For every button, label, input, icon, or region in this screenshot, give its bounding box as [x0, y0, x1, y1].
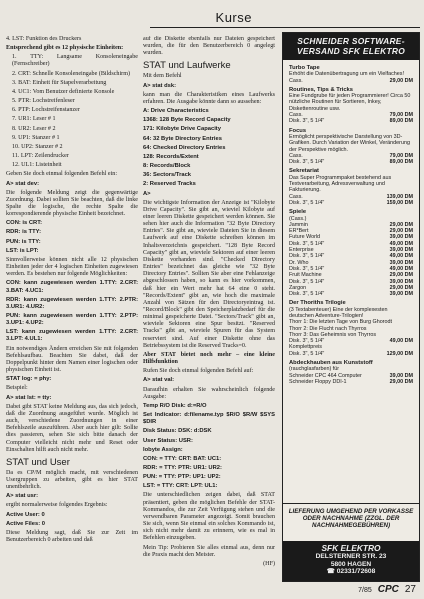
price-row — [289, 291, 413, 297]
code-line: 171: Kilobyte Drive Capacity — [143, 126, 221, 133]
article-column-middle — [143, 36, 275, 584]
advertisement-box — [282, 32, 420, 582]
ad-delivery-note: LIEFERUNG UMGEHEND PER VORKASSE ODER NACHNAHME (ZZGL. DER NACHNAHMEGEBÜHREN) — [283, 503, 419, 534]
code-line: Active User: 0 — [6, 511, 45, 518]
code-line: RDR: = TTY: PTR: UR1: UR2: — [143, 464, 222, 471]
code-line: 2: Reserved Tracks — [143, 181, 196, 188]
product-title: Focus — [289, 127, 307, 134]
ad-company-name: SFK ELEKTRO — [321, 543, 381, 553]
price-value: 29,00 DM — [389, 272, 413, 279]
price-format: Schneider Floppy DDI-1 — [289, 378, 347, 385]
price-format: Komplettpreis — [289, 344, 322, 351]
price-value: 39,00 DM — [389, 291, 413, 298]
code-line: 64: Checked Directory Entries — [143, 144, 226, 151]
ad-footer — [283, 503, 419, 581]
paragraph: Rufen Sie doch einmal folgenden Befehl auf: — [143, 368, 254, 375]
price-format: Disk. 3", 5 1/4" — [289, 278, 325, 285]
price-value: 89,00 DM — [389, 118, 413, 125]
price-format: Disk. 3", 5 1/4" — [289, 338, 325, 345]
code-line: 8: Records/Block — [143, 163, 191, 170]
paragraph: auf die Diskette ebenfalls nur Dateien gespeichert wurden, die für den Benutzerbereich 0 angelegt wurden. — [143, 36, 275, 57]
price-format: Cass. — [289, 112, 303, 119]
product-title: Sekretariat — [289, 168, 319, 175]
price-value: 49,00 DM — [389, 265, 413, 272]
price-value: 29,00 DM — [389, 228, 413, 235]
page-footer — [358, 584, 416, 595]
price-format: Schneider CPC 464 Computer — [289, 372, 362, 379]
price-value: 29,00 DM — [389, 77, 413, 84]
paragraph: ergibt normalerweise folgendes Ergebnis: — [6, 502, 108, 509]
paragraph: Mit dem Befehl — [143, 73, 182, 80]
header-rule — [150, 27, 420, 28]
list-item: 3. BAT: Einheit für Stapelverarbeitung — [12, 79, 107, 86]
author-credit: (HF) — [263, 560, 275, 567]
price-format: Thorr 3: Das Geheimnis von Thyrros — [289, 331, 377, 338]
paragraph: Dabei gibt STAT keine Meldung aus, das sich jedoch, daß die Zuordnung ausgeführt wurde. Möglich ist auch, verschiedene Zuordnungen in einer Befehlszeile auszuführen. Aber auch hier gilt: Sollte dies passieren, sehen Sie sich bitte danach der Computer vielleicht nicht mehr und Reset oder Einschalten hilft auch nicht mehr. — [6, 403, 138, 453]
price-format: Disk. 3", 5 1/4" — [289, 199, 325, 206]
price-format: Fruit Machine — [289, 272, 322, 279]
ad-city: 5800 HAGEN — [330, 560, 372, 568]
price-row — [289, 351, 413, 357]
code-line: A> stat val: — [143, 377, 175, 384]
code-line: A> stat dsk: — [143, 82, 177, 89]
price-value: 49,00 DM — [389, 338, 413, 345]
price-format: Disk. 3", 5 1/4" — [289, 350, 325, 357]
bold-heading: Entsprechend gibt es 12 physische Einheiten: — [6, 45, 124, 52]
price-format: Cass. — [289, 77, 303, 84]
price-value: 29,00 DM — [389, 221, 413, 228]
paragraph: Sinnvollerweise können nicht alle 12 physischen Einheiten jeder der 4 logischen Einheiten zugewiesen werden. Es bestehen nur folgende Möglichkeiten: — [6, 256, 138, 278]
code-line: Disk Status: DSK: d:DSK — [143, 428, 212, 435]
code-line: RDR: is TTY: — [6, 229, 41, 236]
code-line: CON: kann zugewiesen werden 1.TTY: 2.CRT: 3.BAT: 4.UC1: — [6, 280, 138, 294]
code-line: 128: Records/Extent — [143, 153, 199, 160]
price-format: Thorr 1: Die letzten Tage von Burg Ghorodt — [289, 319, 392, 326]
price-value: 79,00 DM — [389, 152, 413, 159]
price-row — [289, 118, 413, 124]
list-item: 2. CRT: Schnelle Konsoleneingabe (Bildschirm) — [12, 70, 130, 77]
product-title: Der Thoriths Trilogie — [289, 300, 346, 307]
ad-product-list — [283, 60, 419, 385]
list-item: 7. UR1: Leser # 1 — [12, 116, 56, 123]
price-value: 39,00 DM — [389, 247, 413, 254]
price-format: Cass. — [289, 193, 303, 200]
price-row — [289, 200, 413, 206]
price-format: Thorr 2: Die Flucht nach Thyrros — [289, 325, 367, 332]
product-description: Ermöglicht perspektivische Darstellung von 3D-Grafiken. Durch Variation der Winkel, Veränderung der Perspektive möglich. — [289, 133, 410, 153]
code-line: LST: kann zugewiesen werden 1.TTY: 2.CRT: 3.LPT: 4.UL1: — [6, 329, 138, 343]
price-value: 129,00 DM — [386, 350, 413, 357]
product-description: Eine Fundgrube für jeden Programmierer! Circa 50 nützliche Routinen für Sortieren, Inkey, Diskettenroutine usw. — [289, 93, 411, 112]
code-line: LST: = TTY: CRT: LPT: UL1: — [143, 483, 218, 490]
code-line: 1368: 128 Byte Record Capacity — [143, 117, 231, 124]
product-title: Routines, Tips & Tricks — [289, 86, 353, 93]
code-line: User Status: USR: — [143, 437, 193, 444]
price-format: Dr. Who — [289, 259, 309, 266]
article-column-left — [6, 36, 138, 584]
ad-phone: ☎ 02331/72608 — [326, 568, 376, 576]
price-format: ER*Bert — [289, 228, 309, 235]
price-format: Disk. 3", 5 1/4" — [289, 253, 325, 260]
product-description: Das Super Programmpaket bestehend aus Textverarbeitung, Adressverwaltung und Fakturierung. — [289, 174, 392, 194]
price-format: Disk. 3", 5 1/4" — [289, 159, 325, 166]
price-format: Zargon — [289, 284, 307, 291]
page-number: 27 — [404, 584, 416, 595]
code-line: Set Indicator: d:filename.typ $R/O $R/W $SYS $DIR — [143, 412, 275, 426]
list-item: 11. LPT: Zeilendrucker — [12, 153, 69, 160]
price-format: Disk. 3", 5 1/4" — [289, 265, 325, 272]
code-line: 36: Sectors/Track — [143, 172, 192, 179]
price-value: 29,00 DM — [389, 378, 413, 385]
code-line: Temp R/O Disk: d:=R/O — [143, 402, 207, 409]
price-value: 39,00 DM — [389, 234, 413, 241]
code-line: STAT log: = phy: — [6, 376, 52, 383]
paragraph: Mein Tip: Probieren Sie alles einmal aus, denn nur die Praxis macht den Meister. — [143, 544, 275, 558]
code-line: 64: 32 Byte Directory Entries — [143, 135, 222, 142]
list-item: 10. UP2: Stanzer # 2 — [12, 143, 63, 150]
price-value: 29,00 DM — [389, 284, 413, 291]
code-line: Iobyte Assign: — [143, 446, 183, 453]
paragraph: Diese Meldung sagt, daß Sie zur Zeit im Benutzerbereich 0 arbeiten und daß — [6, 529, 138, 544]
code-line: A: Drive Characteristics — [143, 108, 209, 115]
product-title: Spiele — [289, 209, 307, 216]
price-value: 79,00 DM — [389, 112, 413, 119]
magazine-name: CPC — [377, 584, 399, 595]
ad-address-block — [283, 541, 419, 581]
code-line: LST: is LPT: — [6, 247, 39, 254]
price-format: Enterprise — [289, 247, 314, 254]
paragraph: kann man die Charakteristiken eines Laufwerks erfahren. Die Ausgabe könnte dann so aussehen: — [143, 91, 275, 105]
list-item: 4. UC1: Vom Benutzer definierte Konsole — [12, 88, 115, 95]
paragraph: Ein notwendiges Ändern erreichen Sie mit folgenden Befehlsaufbau. Beachten Sie dabei, daß der Doppelpunkt hinter dem Namen einer logischen oder physischen Einheit ist. — [6, 345, 138, 374]
paragraph: Beispiel: — [6, 385, 28, 392]
bold-heading: Aber STAT bietet noch mehr – eine kleine Hilfsfunktion — [143, 351, 275, 366]
product-title: Turbo Tape — [289, 65, 320, 71]
code-line: PUN: is TTY: — [6, 238, 41, 245]
product-description: (Cass.) — [289, 215, 307, 222]
list-item: 6. PTP: Lochstreifenstanzer — [12, 107, 80, 114]
code-line: PUN: = TTY: PTP: UP1: UP2: — [143, 474, 221, 481]
ad-street: DELSTERNER STR. 23 — [315, 552, 387, 560]
price-value: 39,00 DM — [389, 372, 413, 379]
price-row — [289, 159, 413, 165]
issue-number: 7/85 — [358, 587, 372, 594]
price-format: Cass. — [289, 152, 303, 159]
price-value: 39,00 DM — [389, 278, 413, 285]
product-title: Abdeckhauben aus Kunststoff — [289, 360, 373, 367]
code-line: A> stat lst: = tty: — [6, 394, 52, 401]
list-item: 8. UR2: Leser # 2 — [12, 125, 56, 132]
price-format: Jammin — [289, 221, 308, 228]
list-item: 9. UP1: Stanzer # 1 — [12, 134, 60, 141]
price-value: 159,00 DM — [386, 199, 413, 206]
list-item: 1. TTY: Langsame Konsoleneingabe (Fernschreiber) — [12, 54, 138, 68]
code-line: CON: is CRT: — [6, 220, 43, 227]
paragraph: Die unterschiedlichen zeigen dabei, daß STAT präsentiert, geben die möglichen Befehle der STAT-Kommandos, die zur Zeit Verfügung stehen und die verwendbaren Parameter angezeigt. Somit brauchen Sie sich, wenn Sie einmal ein solches Kommando ist, sich nicht mehr damit zu erinnern, wie es mal in Befehlen einzugeben. — [143, 492, 275, 542]
code-line: Active Files: 0 — [6, 520, 45, 527]
code-line: A> stat usr: — [6, 493, 39, 500]
price-value: 49,00 DM — [389, 253, 413, 260]
code-line: CON: = TTY: CRT: BAT: UC1: — [143, 455, 222, 462]
price-row — [289, 379, 413, 385]
section-heading: STAT und User — [6, 456, 70, 468]
price-row — [289, 78, 413, 84]
price-value: 49,00 DM — [389, 240, 413, 247]
price-value: 89,00 DM — [389, 159, 413, 166]
list-item: 5. PTR: Lochstreifenleser — [12, 98, 75, 105]
product-description: Erhöht die Datenübertragung um ein Vielfaches! — [289, 71, 404, 78]
code-line: RDR: kann zugewiesen werden 1.TTY: 2.PTR: 3.UR1: 4.UR2: — [6, 296, 138, 310]
price-format: Disk. 3", 5 1/4" — [289, 118, 325, 125]
code-line: A> — [143, 190, 151, 197]
section-title: Kurse — [215, 10, 252, 25]
price-value: 139,00 DM — [386, 193, 413, 200]
section-heading: STAT und Laufwerke — [143, 60, 231, 72]
product-description: (rauchglasfarben) für — [289, 366, 340, 373]
code-line: PUN: kann zugewiesen werden 1.TTY: 2.PTP: 3.UP1: 4.UP2: — [6, 313, 138, 327]
price-format: Disk. 3", 5 1/4" — [289, 240, 325, 247]
paragraph: Daraufhin erhalten Sie wahrscheinlich folgende Ausgabe: — [143, 386, 275, 400]
price-format: Future World — [289, 234, 321, 241]
paragraph: Die folgende Meldung zeigt die gegenwärtige Zuordnung. Dabei sollten Sie beachten, daß die linke Spalte die logische, die rechte Spalte die korrespondierende physische Einheit bezeichnet. — [6, 189, 138, 218]
product-description: (3 Textabenteuer) Eine der komplexesten deutschen Adventure-Trilogien! — [289, 306, 388, 319]
paragraph: Geben Sie doch einmal folgenden Befehl ein: — [6, 171, 118, 178]
paragraph: Da es CP/M möglich macht, mit verschiedenen Usergruppen zu arbeiten, gibt es hier STAT unentbehrlich. — [6, 469, 138, 491]
page-header — [0, 0, 424, 30]
price-format: Disk. 3", 5 1/4" — [289, 291, 325, 298]
code-line: A> stat dev: — [6, 180, 40, 187]
paragraph: Die wichtigste Information der Anzeige ist "Kilobyte Drive Capacity". Sie gibt an, wieviel Kilobyte auf einer leeren Diskette gespeichert werden können. Sie sehen hier auch die Information "32 Byte Directory Entries". Sie gibt an, wieviele Dateien Sie in diesem Laufwerk auf eine Diskette schreiben können im Inhaltsverzeichnis gespeichert. "128 Byte Record Capacity" gibt an, wieviele Sektoren auf einer leeren Diskette vorhanden sind. "Checked Directory Entries" bezeichnet das gleiche wie "32 Byte Directory Entries". Sollten Sie aber eine Fehlanzeige abgeschlossen haben, so kann es hier vorkommen, daß hier ein Wert mehr hat 64 eine 0 steht. "Records/Extent" gibt an, wie hoch die maximale Anzahl von Sätzen für den Directoryeintrag ist. "Record/Block" gibt den Speicherplatzbedarf für die minimal gespeicherte Datei. "Sectors/Track" gibt an, wieviele Sektoren eine Spur besitzt. "Reserved Tracks" gibt an, wieviele Spuren für das System reserviert sind. Auf einer Diskette ohne das Betriebssystem ist die Reserved Tracks=0. — [143, 199, 275, 349]
price-value: 39,00 DM — [389, 259, 413, 266]
paragraph: 4. LST: Funktion des Druckers — [6, 36, 82, 42]
ad-header: SCHNEIDER SOFTWARE-VERSAND SFK ELEKTRO — [283, 33, 419, 60]
list-item: 12. UL1: Listeinheit — [12, 162, 62, 169]
